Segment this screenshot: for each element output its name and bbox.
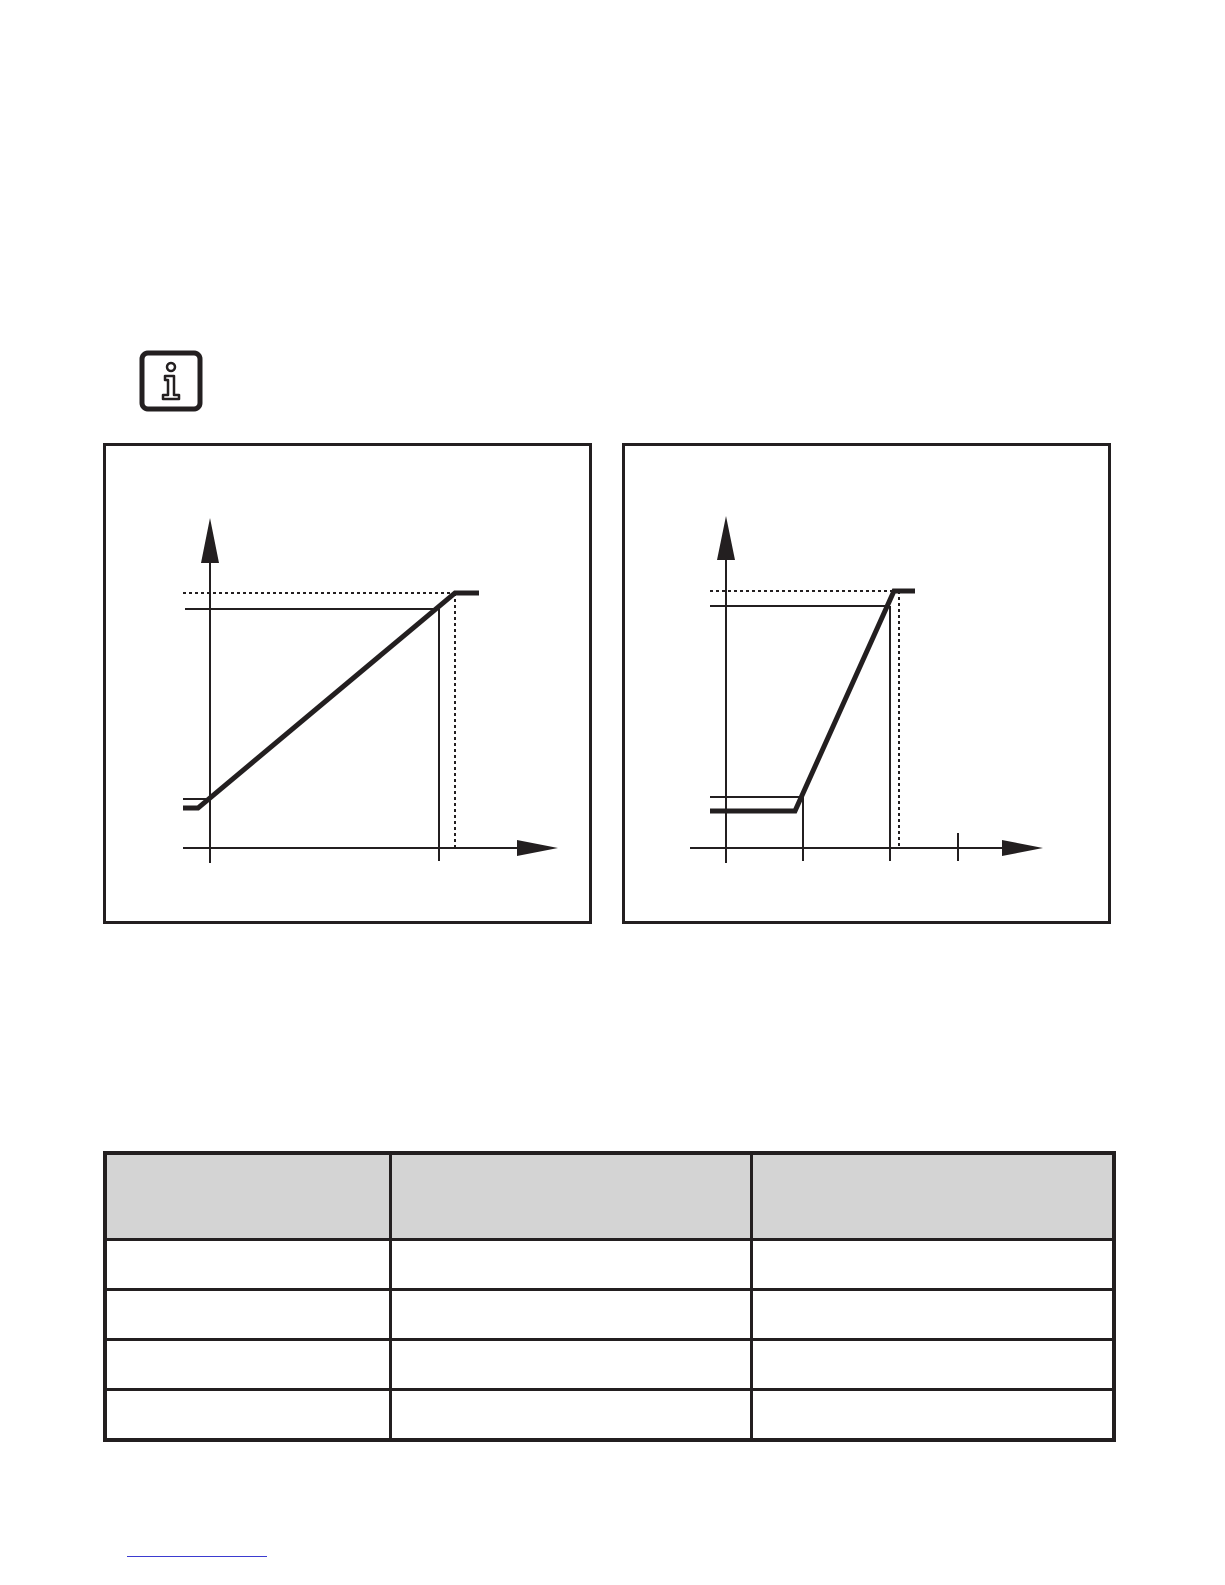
parameter-table	[103, 1151, 1116, 1442]
table-cell	[105, 1390, 390, 1441]
table-cell	[105, 1240, 390, 1290]
table-cell	[105, 1290, 390, 1340]
info-icon	[139, 350, 203, 412]
info-icon-dot	[167, 363, 175, 371]
table-header-cell	[105, 1153, 390, 1240]
right-graph	[622, 443, 1111, 924]
left-y-axis-arrow	[201, 518, 219, 563]
table-cell	[751, 1340, 1114, 1390]
table-cell	[751, 1390, 1114, 1441]
left-graph	[103, 443, 592, 924]
table-header-cell	[751, 1153, 1114, 1240]
table-header-cell	[390, 1153, 751, 1240]
left-output-curve	[183, 593, 479, 808]
table-cell	[390, 1240, 751, 1290]
table-row	[105, 1390, 1114, 1441]
table-row	[105, 1240, 1114, 1290]
right-x-axis-arrow	[1002, 840, 1043, 856]
left-graph-panel	[103, 443, 592, 924]
footer-link-underline[interactable]	[127, 1556, 267, 1557]
right-graph-panel	[622, 443, 1111, 924]
table-cell	[390, 1390, 751, 1441]
left-x-axis-arrow	[517, 840, 558, 856]
right-y-axis-arrow	[717, 516, 735, 560]
table-cell	[751, 1240, 1114, 1290]
table-cell	[751, 1290, 1114, 1340]
table-row	[105, 1340, 1114, 1390]
right-output-curve	[710, 591, 915, 811]
table-header-row	[105, 1153, 1114, 1240]
table-row	[105, 1290, 1114, 1340]
right-graph-frame	[624, 445, 1110, 923]
table-cell	[105, 1340, 390, 1390]
info-icon-stem	[163, 376, 179, 399]
table-cell	[390, 1340, 751, 1390]
table-cell	[390, 1290, 751, 1340]
